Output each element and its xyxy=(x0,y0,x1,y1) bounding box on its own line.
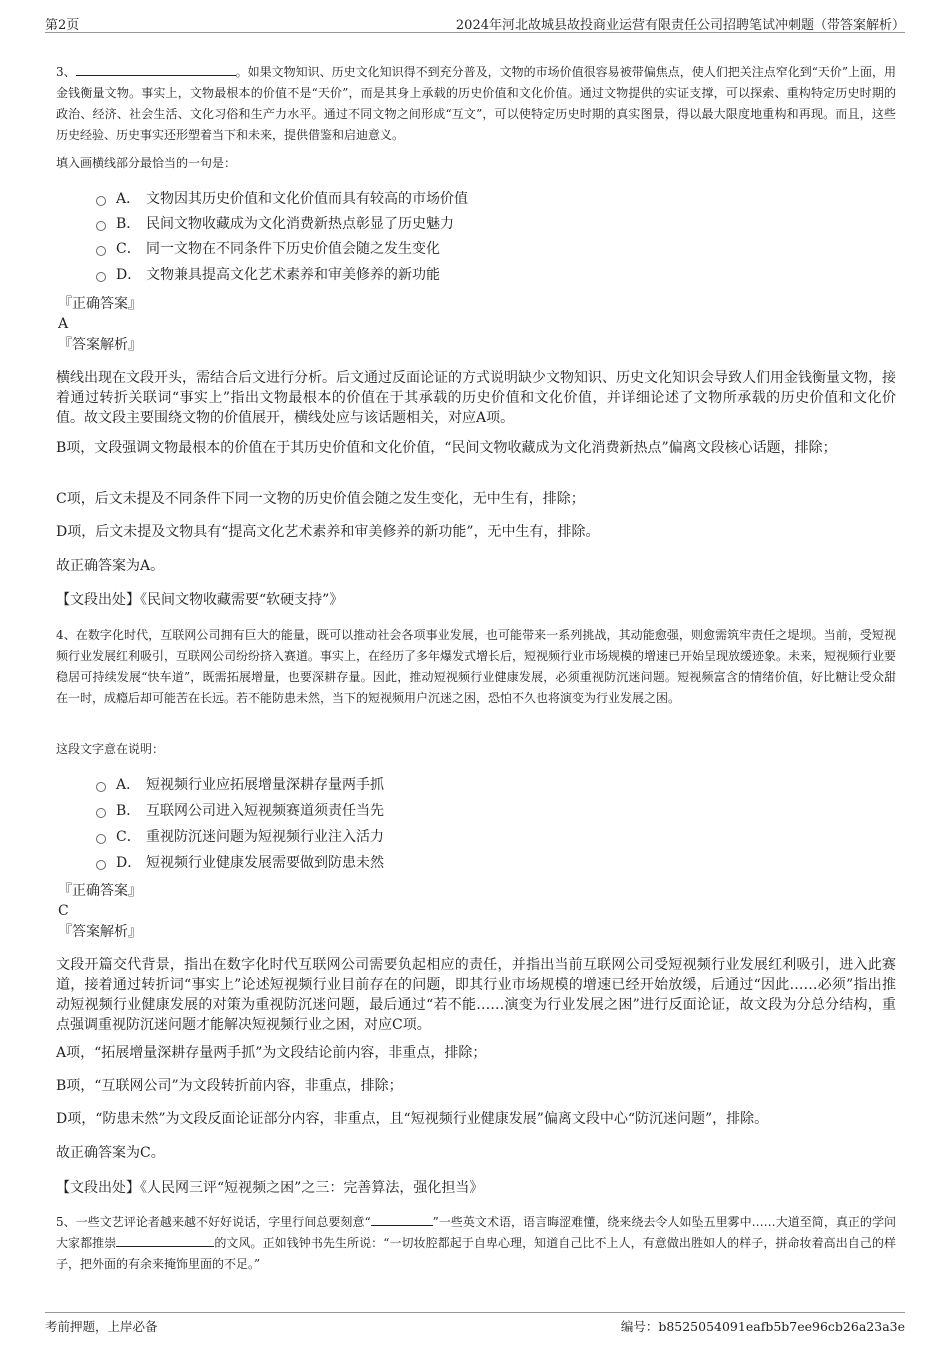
q4-source: 【文段出处】《人民网三评“短视频之困”之三：完善算法，强化担当》 xyxy=(56,1180,484,1196)
q4-option-c[interactable] xyxy=(96,826,384,848)
option-text: 同一文物在不同条件下历史价值会随之发生变化 xyxy=(146,241,440,257)
q4-analysis-a: A项，“拓展增量深耕存量两手抓”为文段结论前内容，非重点，排除； xyxy=(56,1045,487,1061)
q4-option-b[interactable] xyxy=(96,800,384,822)
q4-prompt: 这段文字意在说明： xyxy=(56,742,165,756)
option-key: D． xyxy=(116,855,142,871)
q3-stem xyxy=(56,62,896,146)
option-text: 文物因其历史价值和文化价值而具有较高的市场价值 xyxy=(146,191,468,207)
q5-fill-blank-2 xyxy=(116,1234,214,1247)
page-header xyxy=(45,12,905,33)
q4-stem: 4、在数字化时代，互联网公司拥有巨大的能量，既可以推动社会各项事业发展，也可能带来一系列挑战，其动能愈强，则愈需筑牢责任之堤坝。当前，受短视频行业发展红利吸引，互联网公司纷纷挤入赛道。事实上，在经历了多年爆发式增长后，短视频行业市场规模的增速已开始呈现放缓迹象。未来，短视频行业要稳居可持续发展“快车道”，既需拓展增量，也要深耕存量。因此，推动短视频行业健康发展，必须重视防沉迷问题。短视频富含的情绪价值，好比糖让受众甜在一时，成瘾后却可能苦在长远。若不能防患未然，当下的短视频用户沉迷之困，恐怕不久也将演变为行业发展之困。 xyxy=(56,628,897,705)
radio-icon[interactable] xyxy=(96,782,106,792)
option-key: A． xyxy=(116,191,141,207)
q5-stem xyxy=(56,1212,896,1275)
q3-number: 3、 xyxy=(56,65,76,79)
q4-answer: C xyxy=(58,903,69,919)
q3-answer: A xyxy=(58,316,69,332)
q3-prompt: 填入画横线部分最恰当的一句是： xyxy=(56,156,237,170)
option-text: 民间文物收藏成为文化消费新热点彰显了历史魅力 xyxy=(146,216,454,232)
q3-answer-label: 『正确答案』 xyxy=(58,296,142,312)
q3-option-c[interactable] xyxy=(96,238,440,260)
q4-analysis-label: 『答案解析』 xyxy=(58,924,142,940)
option-key: A． xyxy=(116,777,141,793)
q3-source: 【文段出处】《民间文物收藏需要“软硬支持”》 xyxy=(56,592,344,608)
option-key: D． xyxy=(116,267,142,283)
radio-icon[interactable] xyxy=(96,221,106,231)
footer-doc-id: 编号：b8525054091eafb5b7ee96cb26a23a3e xyxy=(620,1319,905,1334)
q4-conclusion: 故正确答案为C。 xyxy=(56,1145,165,1161)
option-text: 文物兼具提高文化艺术素养和审美修养的新功能 xyxy=(146,267,440,283)
option-key: C． xyxy=(116,829,141,845)
page-footer xyxy=(45,1312,905,1335)
q3-analysis-d: D项，后文未提及文物具有“提高文化艺术素养和审美修养的新功能”，无中生有，排除。 xyxy=(56,524,600,540)
option-text: 重视防沉迷问题为短视频行业注入活力 xyxy=(146,829,384,845)
q5-text-part3: 的文风。正如钱钟书先生所说：“一切妆腔都起于自卑心理，知道自己比不上人，有意做出胜如人的样子，拼命妆着高出自己的样子，把外面的有余来掩饰里面的不足。” xyxy=(56,1236,896,1271)
q4-answer-label: 『正确答案』 xyxy=(58,883,142,899)
q3-fill-blank xyxy=(76,63,236,76)
q3-analysis-b: B项，文段强调文物最根本的价值在于其历史价值和文化价值，“民间文物收藏成为文化消费新热点”偏离文段核心话题，排除； xyxy=(56,440,837,456)
radio-icon[interactable] xyxy=(96,196,106,206)
q3-analysis-main: 横线出现在文段开头，需结合后文进行分析。后文通过反面论证的方式说明缺少文物知识、历史文化知识会导致人们用金钱衡量文物，接着通过转折关联词“事实上”指出文物最根本的价值在于其承载的历史价值和文化价值，并详细论述了文物所承载的历史价值和文化价值。故文段主要围绕文物的价值展开，横线处应与该话题相关，对应A项。 xyxy=(56,370,896,426)
option-text: 短视频行业应拓展增量深耕存量两手抓 xyxy=(146,777,384,793)
q3-option-b[interactable] xyxy=(96,213,454,235)
q3-analysis-label: 『答案解析』 xyxy=(58,337,142,353)
q4-analysis-b: B项，“互联网公司”为文段转折前内容，非重点，排除； xyxy=(56,1078,403,1094)
radio-icon[interactable] xyxy=(96,246,106,256)
option-key: B． xyxy=(116,803,141,819)
option-key: B． xyxy=(116,216,141,232)
option-key: C． xyxy=(116,241,141,257)
page-number: 第2页 xyxy=(45,18,80,33)
radio-icon[interactable] xyxy=(96,860,106,870)
q3-option-a[interactable] xyxy=(96,188,468,210)
option-text: 互联网公司进入短视频赛道须责任当先 xyxy=(146,803,384,819)
document-title: 2024年河北故城县故投商业运营有限责任公司招聘笔试冲刺题（带答案解析） xyxy=(455,18,905,33)
q3-analysis-c: C项，后文未提及不同条件下同一文物的历史价值会随之发生变化，无中生有，排除； xyxy=(56,491,585,507)
option-text: 短视频行业健康发展需要做到防患未然 xyxy=(146,855,384,871)
q4-analysis-d: D项，“防患未然”为文段反面论证部分内容，非重点，且“短视频行业健康发展”偏离文段中心“防沉迷问题”，排除。 xyxy=(56,1111,769,1127)
q4-option-a[interactable] xyxy=(96,774,384,796)
q3-option-d[interactable] xyxy=(96,264,440,286)
footer-slogan: 考前押题，上岸必备 xyxy=(45,1319,158,1334)
q3-conclusion: 故正确答案为A。 xyxy=(56,558,165,574)
radio-icon[interactable] xyxy=(96,808,106,818)
q4-analysis-main: 文段开篇交代背景，指出在数字化时代互联网公司需要负起相应的责任，并指出当前互联网公司受短视频行业发展红利吸引，进入此赛道，接着通过转折词“事实上”论述短视频行业目前存在的问题，即其行业市场规模的增速已经开始放缓，后通过“因此……必须”指出推动短视频行业健康发展的对策为重视防沉迷问题，最后通过“若不能……演变为行业发展之困”进行反面论证，故文段为分总分结构，重点强调重视防沉迷问题才能解决短视频行业之困，对应C项。 xyxy=(56,957,896,1033)
q3-text: 。如果文物知识、历史文化知识得不到充分普及，文物的市场价值很容易被带偏焦点，使人们把关注点窄化到“天价”上面，用金钱衡量文物。事实上，文物最根本的价值不是“天价”，而是其身上承载的历史价值和文化价值。通过文物提供的实证支撑，可以探索、重构特定历史时期的政治、经济、社会生活、文化习俗和生产力水平。通过不同文物之间形成“互文”，可以使特定历史时期的真实图景，得以最大限度地重构和再现。而且，这些历史经验、历史事实还形塑着当下和未来，提供借鉴和启迪意义。 xyxy=(56,65,896,142)
radio-icon[interactable] xyxy=(96,272,106,282)
q5-text-part1: 5、一些文艺评论者越来越不好好说话，字里行间总要刻意“ xyxy=(56,1215,371,1229)
q5-text-part2: ”一些英文术语，语言晦涩难懂，绕来绕去令人如坠五里雾中……大道至简，真正的学问大家都推崇 xyxy=(56,1215,896,1250)
q4-option-d[interactable] xyxy=(96,852,384,874)
radio-icon[interactable] xyxy=(96,834,106,844)
q5-fill-blank-1 xyxy=(371,1213,433,1226)
